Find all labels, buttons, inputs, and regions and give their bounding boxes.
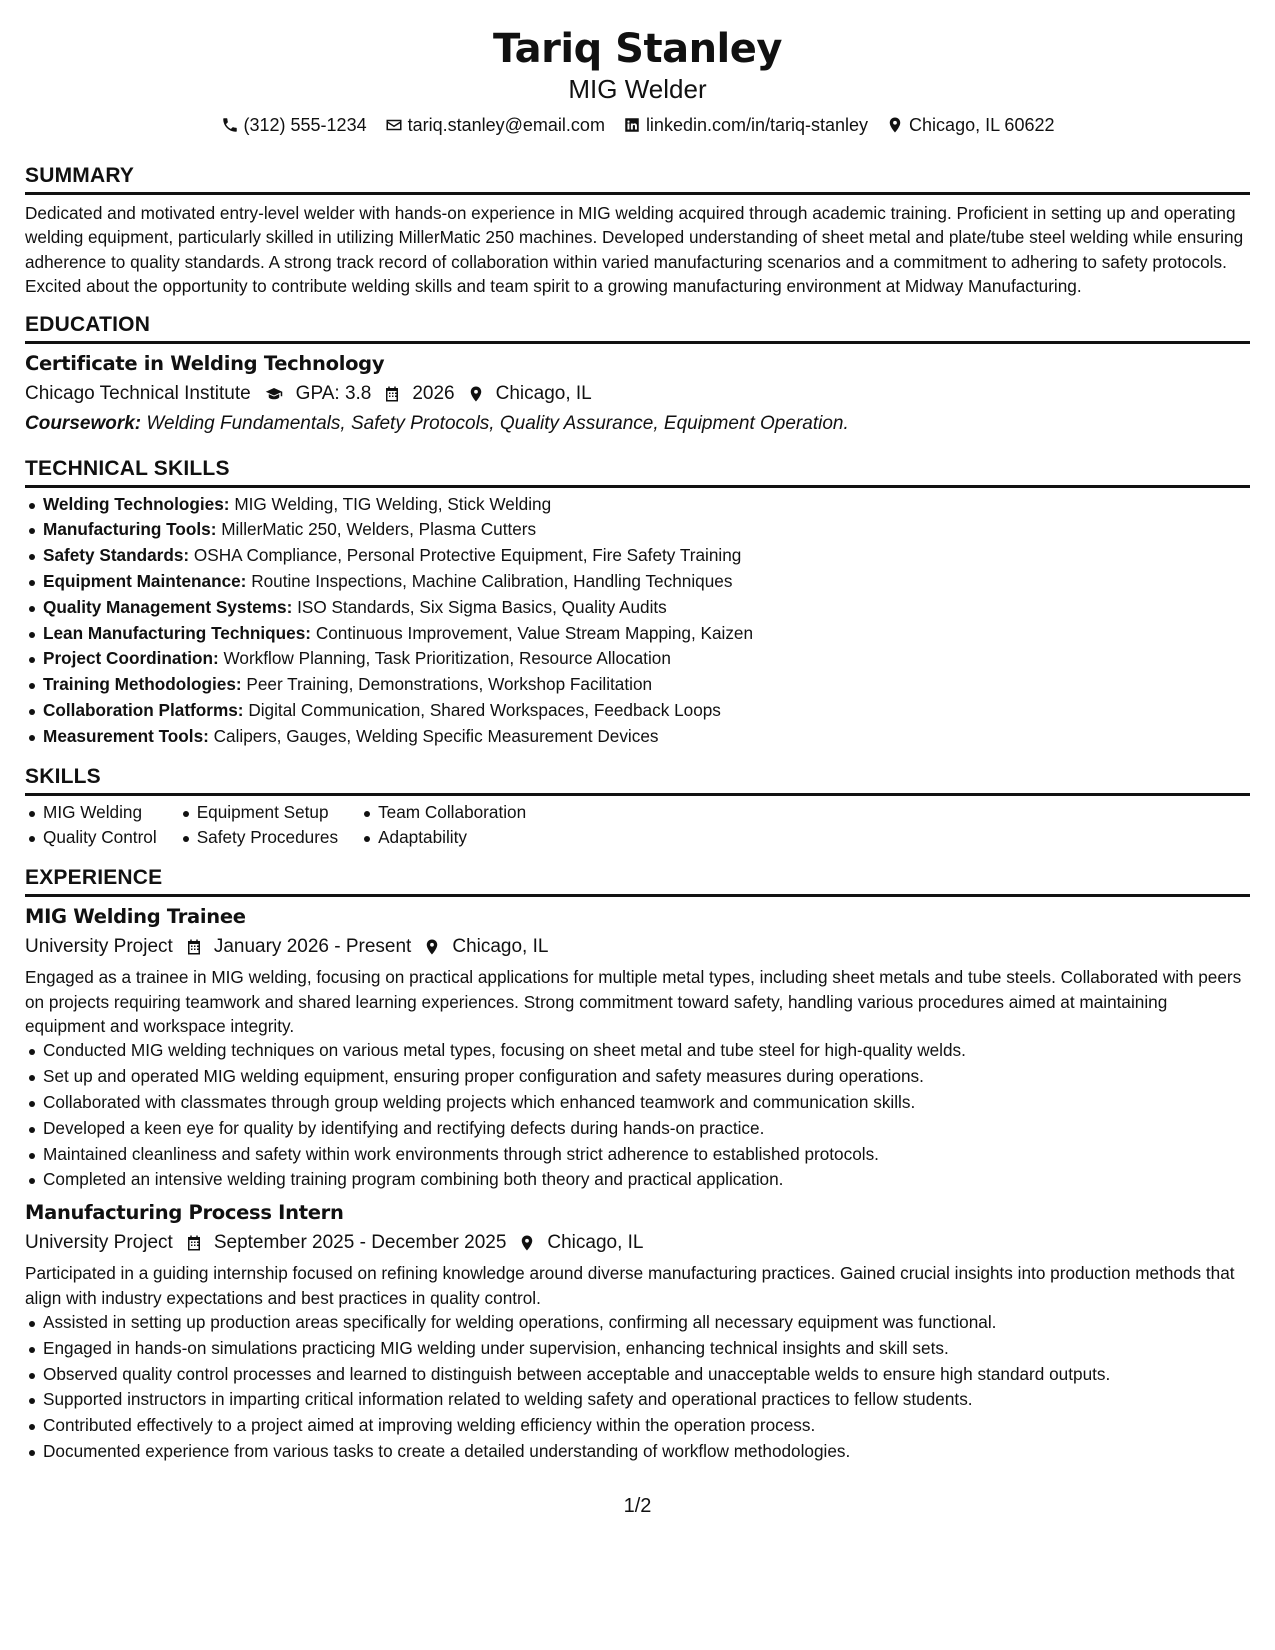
list-item: Equipment Setup [179,800,338,826]
coursework-label: Coursework: [25,412,142,434]
education-meta [25,380,1250,408]
list-item: Conducted MIG welding techniques on various metal types, focusing on sheet metal and tube steel for high-quality welds. [25,1038,1250,1064]
list-item: Quality Management Systems: ISO Standards, Six Sigma Basics, Quality Audits [25,595,1250,621]
list-item: Collaboration Platforms: Digital Communication, Shared Workspaces, Feedback Loops [25,698,1250,724]
job-dates: September 2025 - December 2025 [213,1232,507,1254]
technical-skills-section [25,456,1250,750]
summary-section [25,163,1250,299]
job-meta [25,1229,1250,1257]
education-section [25,312,1250,438]
job-entry [25,1200,1250,1465]
skills-section [25,764,1250,852]
job-summary: Participated in a guiding internship focused on refining knowledge around diverse manufacturing practices. Gained crucial insights into production methods that align with industry expectations and best practices in quality control. [25,1263,1235,1308]
skills-heading: SKILLS [25,764,1250,796]
list-item: Project Coordination: Workflow Planning, Task Prioritization, Resource Allocation [25,646,1250,672]
job-dates: January 2026 - Present [213,936,412,958]
job-title: Manufacturing Process Intern [25,1201,344,1225]
list-item: Quality Control [25,825,157,851]
linkedin-text: linkedin.com/in/tariq-stanley [645,115,869,135]
list-item: Welding Technologies: MIG Welding, TIG Welding, Stick Welding [25,492,1250,518]
list-item: Assisted in setting up production areas specifically for welding operations, confirming all necessary equipment was functional. [25,1310,1250,1336]
job-location: Chicago, IL [452,936,549,958]
list-item: Engaged in hands-on simulations practicing MIG welding under supervision, enhancing technical insights and skill sets. [25,1336,1250,1362]
graduation-cap-icon [263,385,285,403]
degree-title: Certificate in Welding Technology [25,351,385,375]
job-bullets [25,1310,1250,1465]
job-org: University Project [25,1232,173,1254]
contact-linkedin[interactable] [623,113,868,137]
skills-column [25,800,157,852]
job-location: Chicago, IL [547,1232,644,1254]
list-item: Maintained cleanliness and safety within work environments through strict adherence to established protocols. [25,1142,1250,1168]
job-bullets [25,1038,1250,1193]
school-name: Chicago Technical Institute [25,382,251,404]
list-item: Equipment Maintenance: Routine Inspections, Machine Calibration, Handling Techniques [25,569,1250,595]
map-pin-icon [886,116,904,134]
list-item: Completed an intensive welding training program combining both theory and practical application. [25,1167,1250,1193]
job-title: MIG Welding Trainee [25,905,246,929]
technical-skills-list [25,492,1250,750]
contact-email[interactable] [385,113,605,137]
list-item: Adaptability [360,825,526,851]
technical-skills-heading: TECHNICAL SKILLS [25,456,1250,488]
page-number: 1/2 [623,1495,652,1517]
list-item: Observed quality control processes and learned to distinguish between acceptable and unacceptable welds to ensure high standard outputs. [25,1362,1250,1388]
list-item: Documented experience from various tasks to create a detailed understanding of workflow methodologies. [25,1439,1250,1465]
list-item: Lean Manufacturing Techniques: Continuous Improvement, Value Stream Mapping, Kaizen [25,621,1250,647]
calendar-icon [185,1234,203,1252]
skills-column [360,800,526,852]
graduation-year: 2026 [412,382,455,404]
skills-column [179,800,338,852]
list-item: Collaborated with classmates through group welding projects which enhanced teamwork and communication skills. [25,1090,1250,1116]
skills-grid [25,800,1250,852]
summary-text: Dedicated and motivated entry-level welder with hands-on experience in MIG welding acquired through academic training. Proficient in setting up and operating welding equipment, particularly skilled in utilizing MillerMatic 250 machines. Developed understanding of sheet metal and plate/tube steel welding while ensuring adherence to quality standards. A strong track record of collaboration within varied manufacturing scenarios and a commitment to adhering to safety protocols. Excited about the opportunity to contribute welding skills and team spirit to a growing manufacturing environment at Midway Manufacturing. [25,203,1244,297]
list-item: Training Methodologies: Peer Training, Demonstrations, Workshop Facilitation [25,672,1250,698]
gpa-text: GPA: 3.8 [295,382,372,404]
education-heading: EDUCATION [25,312,1250,344]
list-item: Safety Standards: OSHA Compliance, Personal Protective Equipment, Fire Safety Training [25,543,1250,569]
summary-heading: SUMMARY [25,163,1250,195]
list-item: Safety Procedures [179,825,338,851]
map-pin-icon [423,938,441,956]
job-summary: Engaged as a trainee in MIG welding, focusing on practical applications for multiple metal types, including sheet metals and tube steels. Collaborated with peers on projects requiring teamwork and shared learning experiences. Strong commitment toward safety, handling various procedures aimed at maintaining equipment and workspace integrity. [25,967,1242,1036]
list-item: Contributed effectively to a project aimed at improving welding efficiency within the operation process. [25,1413,1250,1439]
list-item: Team Collaboration [360,800,526,826]
phone-text: (312) 555-1234 [243,115,367,135]
job-meta [25,933,1250,961]
linkedin-icon [623,116,641,134]
candidate-name: Tariq Stanley [493,26,782,72]
contact-location [886,113,1054,137]
contact-bar [25,113,1250,137]
education-location: Chicago, IL [495,382,592,404]
coursework-text: Welding Fundamentals, Safety Protocols, Quality Assurance, Equipment Operation. [146,412,849,434]
calendar-icon [185,938,203,956]
list-item: Manufacturing Tools: MillerMatic 250, Welders, Plasma Cutters [25,517,1250,543]
experience-section [25,865,1250,1465]
candidate-role: MIG Welder [568,74,707,104]
resume-header [25,0,1250,137]
email-text: tariq.stanley@email.com [407,115,605,135]
job-org: University Project [25,936,173,958]
location-text: Chicago, IL 60622 [909,115,1055,135]
list-item: MIG Welding [25,800,157,826]
contact-phone[interactable] [221,113,367,137]
job-entry [25,904,1250,1193]
map-pin-icon [467,385,485,403]
map-pin-icon [518,1234,536,1252]
resume-page [25,0,1250,1650]
coursework-line [25,410,1250,438]
list-item: Measurement Tools: Calipers, Gauges, Welding Specific Measurement Devices [25,724,1250,750]
list-item: Set up and operated MIG welding equipment, ensuring proper configuration and safety measures during operations. [25,1064,1250,1090]
phone-icon [221,116,239,134]
envelope-icon [385,116,403,134]
calendar-icon [383,385,401,403]
experience-heading: EXPERIENCE [25,865,1250,897]
list-item: Supported instructors in imparting critical information related to welding safety and operational practices to fellow students. [25,1387,1250,1413]
list-item: Developed a keen eye for quality by identifying and rectifying defects during hands-on practice. [25,1116,1250,1142]
